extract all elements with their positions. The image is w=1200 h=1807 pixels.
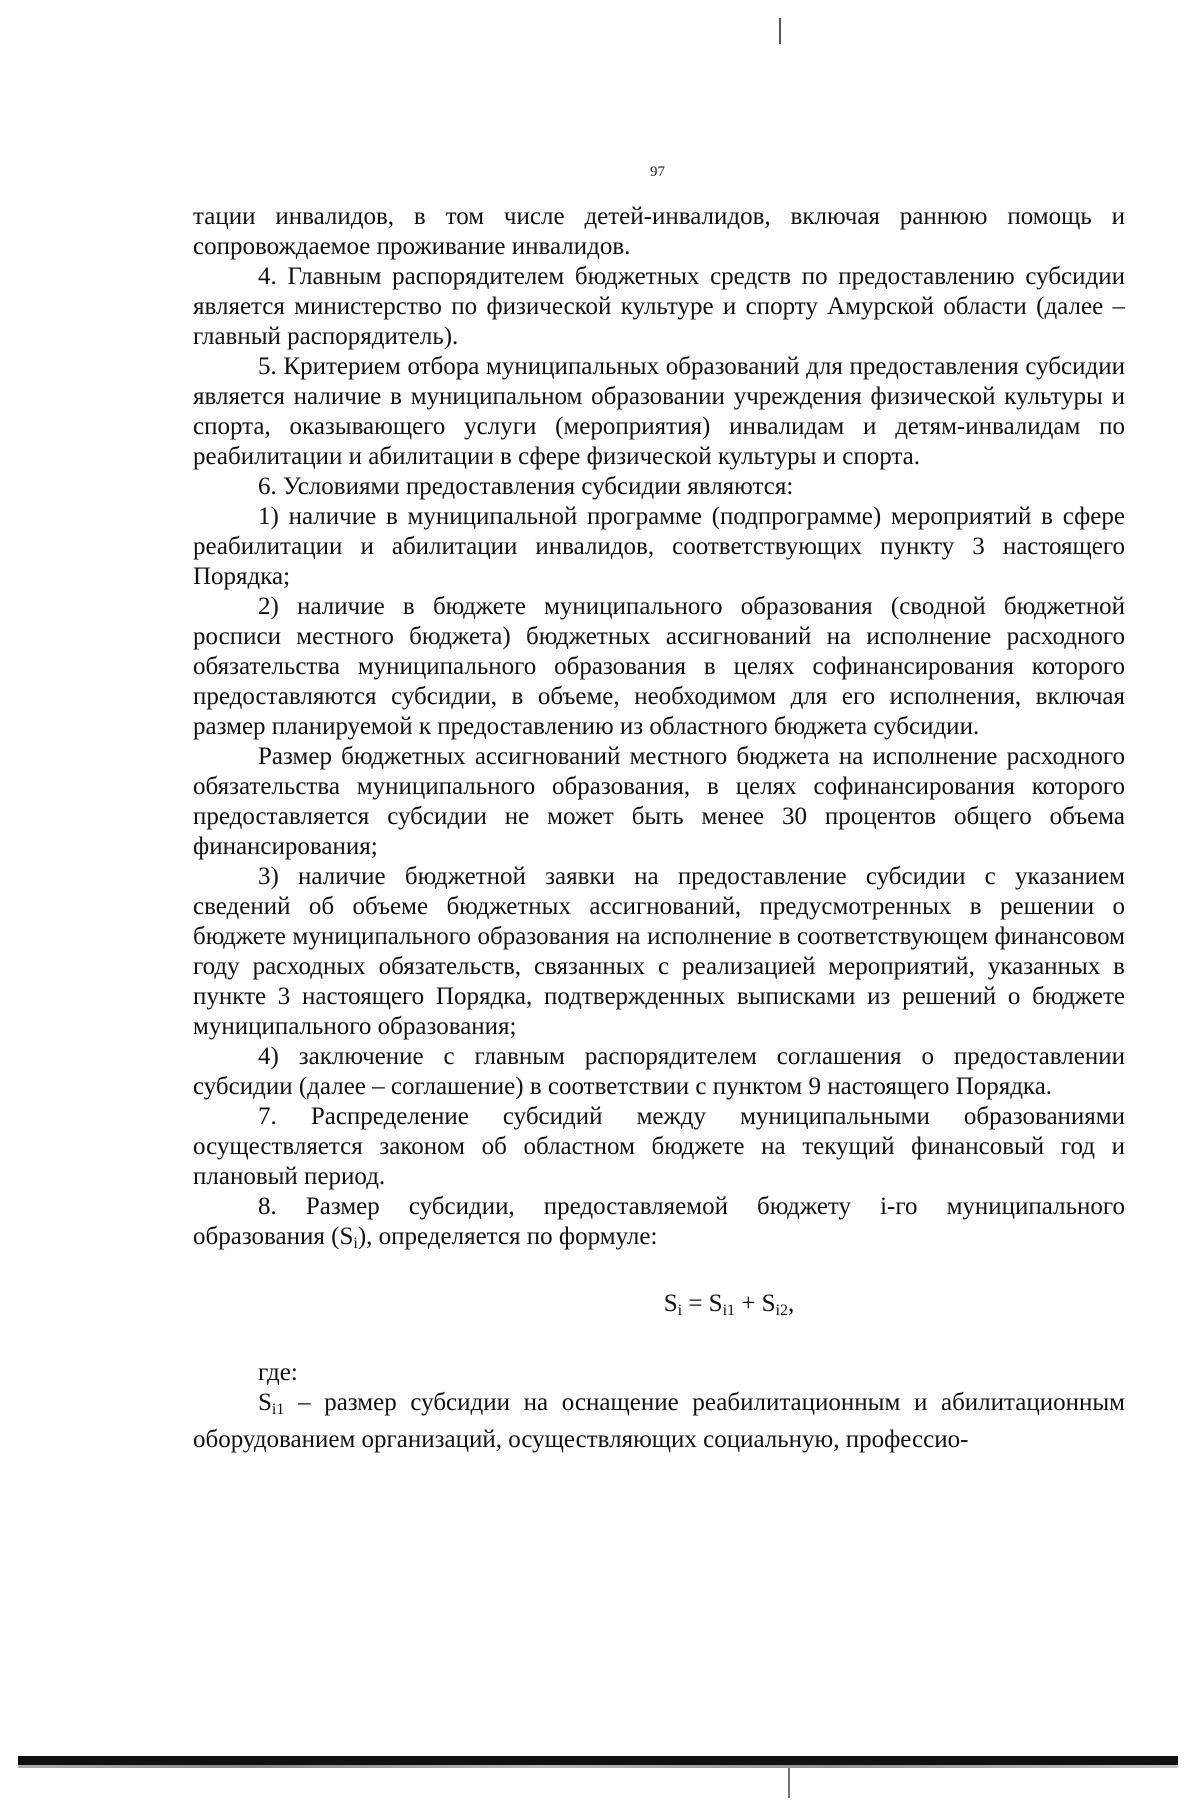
paragraph-condition-1: 1) наличие в муниципальной программе (подпрограмме) мероприятий в сфере реабилитации и абилитации инвалидов, соответствующих пункту 3 настоящего Порядка; [193, 503, 1125, 590]
formula [193, 1289, 1125, 1326]
definition-si1 [193, 1388, 1125, 1455]
paragraph-budget-size: Размер бюджетных ассигнований местного бюджета на исполнение расходного обязательства муниципального образования, в целях софинансирования которого предоставляется субсидии не может быть менее 30 процентов общего объема финансирования; [193, 743, 1125, 860]
scan-border-bottom [18, 1756, 1178, 1765]
formula-sub-i2: i2 [775, 1302, 789, 1319]
formula-eq: = S [682, 1290, 723, 1317]
formula-plus: + S [735, 1290, 776, 1317]
paragraph-item-7: 7. Распределение субсидий между муниципальными образованиями осуществляется законом об областном бюджете на текущий финансовый год и плановый период. [193, 1103, 1125, 1190]
scan-mark-bottom [788, 1768, 790, 1798]
definition-symbol: S [258, 1389, 272, 1416]
paragraph-continuation: тации инвалидов, в том числе детей-инвалидов, включая раннюю помощь и сопровождаемое проживание инвалидов. [193, 203, 1125, 260]
paragraph-item-4: 4. Главным распорядителем бюджетных средств по предоставлению субсидии является министерство по физической культуре и спорту Амурской области (далее – главный распорядитель). [193, 263, 1125, 350]
formula-s: S [663, 1290, 678, 1317]
definition-text: – размер субсидии на оснащение реабилитационным и абилитационным оборудованием организаций, осуществляющих социальную, профессио- [193, 1389, 1125, 1453]
scan-mark-top [779, 18, 781, 44]
paragraph-condition-3: 3) наличие бюджетной заявки на предоставление субсидии с указанием сведений об объеме бюджетных ассигнований, предусмотренных в решении о бюджете муниципального образования на исполнение в соответствующем финансовом году расходных обязательств, связанных с реализацией мероприятий, указанных в пункте 3 настоящего Порядка, подтвержденных выписками из решений о бюджете муниципального образования; [193, 863, 1125, 1040]
formula-sub-i1: i1 [722, 1302, 736, 1319]
where-label: где: [258, 1359, 298, 1386]
scan-border-edge [18, 1765, 1178, 1768]
page-number: 97 [650, 164, 665, 180]
formula-tail: , [788, 1290, 795, 1317]
paragraph-item-6: 6. Условиями предоставления субсидии являются: [258, 473, 794, 500]
paragraph-condition-2: 2) наличие в бюджете муниципального образования (сводной бюджетной росписи местного бюджета) бюджетных ассигнований на исполнение расходного обязательства муниципального образования в целях софинансирования которого предоставляются субсидии, в объеме, необходимом для его исполнения, включая размер планируемой к предоставлению из областного бюджета субсидии. [193, 593, 1125, 740]
definition-sub: i1 [271, 1401, 285, 1418]
subscript-i: i [353, 1235, 358, 1252]
paragraph-condition-4: 4) заключение с главным распорядителем соглашения о предоставлении субсидии (далее – соглашение) в соответствии с пунктом 9 настоящего Порядка. [193, 1043, 1125, 1100]
paragraph-item-8-text: 8. Размер субсидии, предоставляемой бюджету i-го муниципального образования (S [193, 1193, 1125, 1250]
document-body [193, 202, 1125, 1455]
paragraph-item-5: 5. Критерием отбора муниципальных образований для предоставления субсидии является наличие в муниципальном образовании учреждения физической культуры и спорта, оказывающего услуги (мероприятия) инвалидам и детям-инвалидам по реабилитации и абилитации в сфере физической культуры и спорта. [193, 353, 1125, 470]
formula-sub-i: i [677, 1302, 683, 1319]
paragraph-item-8 [193, 1192, 1125, 1259]
paragraph-item-8-tail: ), определяется по формуле: [357, 1223, 658, 1250]
